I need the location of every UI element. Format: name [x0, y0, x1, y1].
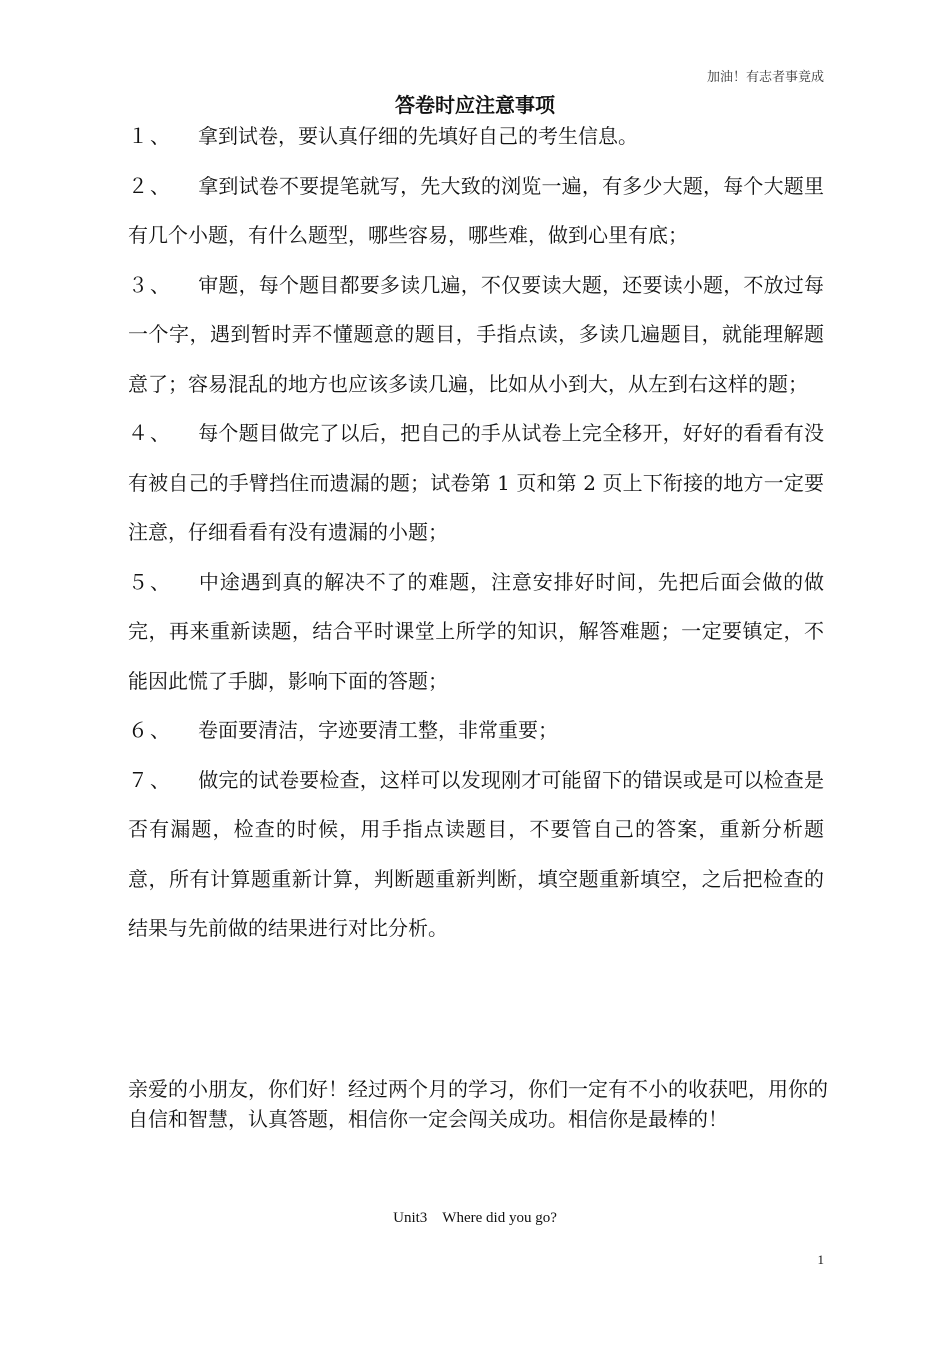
item-number: ４、	[128, 421, 172, 445]
item-text: 审题，每个题目都要多读几遍，不仅要读大题，还要读小题，不放过每一个字，遇到暂时弄不懂题意的题目，手指点读，多读几遍题目，就能理解题意了；容易混乱的地方也应该多读几遍，比如从小到大，从左到右这样的题；	[128, 272, 824, 396]
item-number: ３、	[128, 272, 172, 297]
item-number: ６、	[128, 718, 172, 742]
list-item	[128, 706, 824, 756]
list-item	[128, 558, 824, 707]
list-item	[128, 409, 824, 558]
item-number: ７、	[128, 767, 172, 792]
item-text: 拿到试卷，要认真仔细的先填好自己的考生信息。	[198, 124, 638, 148]
list-item	[128, 756, 824, 954]
item-text: 每个题目做完了以后，把自己的手从试卷上完全移开，好好的看看有没有被自己的手臂挡住而遗漏的题；试卷第 1 页和第 2 页上下衔接的地方一定要注意，仔细看看有没有遗漏的小题；	[128, 421, 824, 544]
list-item	[128, 112, 824, 162]
greeting-paragraph: 亲爱的小朋友，你们好！经过两个月的学习，你们一定有不小的收获吧，用你的自信和智慧，认真答题，相信你一定会闯关成功。相信你是最棒的！	[128, 1077, 828, 1131]
item-number: ５、	[128, 569, 172, 594]
page-title: 答卷时应注意事项	[395, 93, 555, 117]
list-item	[128, 261, 824, 410]
item-text: 做完的试卷要检查，这样可以发现刚才可能留下的错误或是可以检查是否有漏题，检查的时候，用手指点读题目，不要管自己的答案，重新分析题意，所有计算题重新计算，判断题重新判断，填空题重新填空，之后把检查的结果与先前做的结果进行对比分析。	[128, 767, 824, 940]
page-number: 1	[817, 1252, 824, 1267]
item-number: １、	[128, 124, 172, 148]
header-note: 加油！有志者事竟成	[706, 70, 824, 85]
unit-title: Unit3 Where did you go?	[393, 1210, 557, 1226]
item-text: 拿到试卷不要提笔就写，先大致的浏览一遍，有多少大题，每个大题里有几个小题，有什么题型，哪些容易，哪些难，做到心里有底；	[128, 173, 824, 247]
item-number: ２、	[128, 173, 172, 198]
item-text: 中途遇到真的解决不了的难题，注意安排好时间，先把后面会做的做完，再来重新读题，结合平时课堂上所学的知识，解答难题；一定要镇定，不能因此慌了手脚，影响下面的答题；	[128, 569, 824, 693]
list-item	[128, 162, 824, 261]
item-text: 卷面要清洁，字迹要清工整，非常重要；	[198, 718, 558, 742]
notes-list	[128, 112, 824, 954]
